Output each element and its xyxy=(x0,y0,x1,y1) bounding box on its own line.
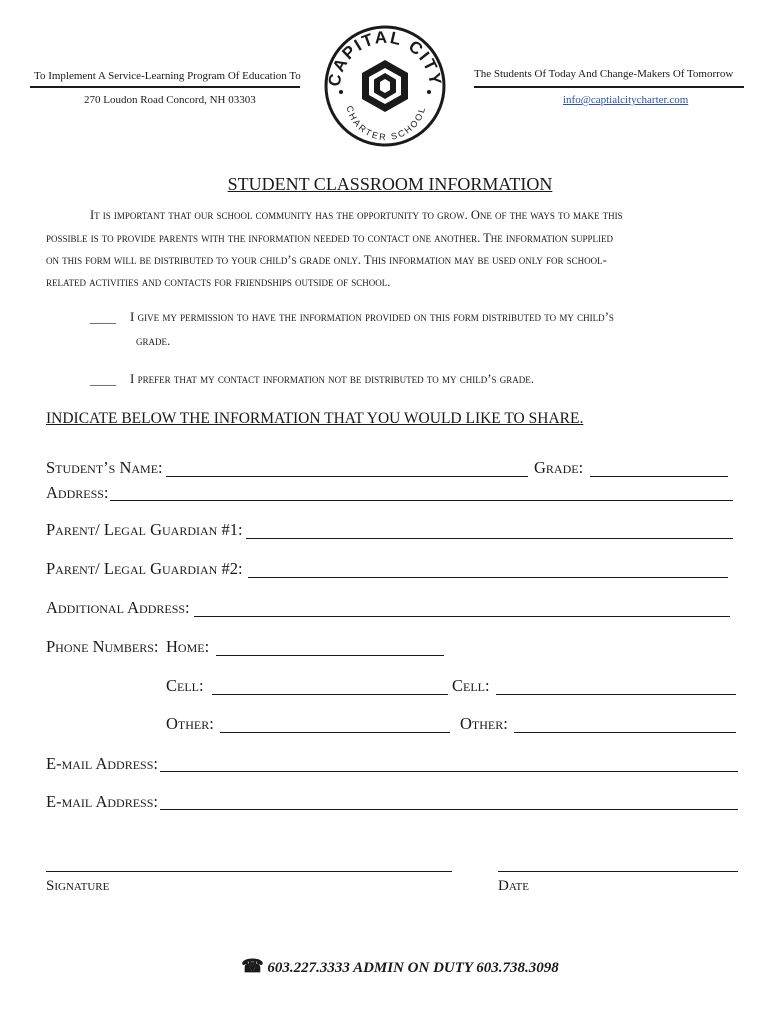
permission-text-2: grade. xyxy=(136,333,171,348)
header-address: 270 Loudon Road Concord, NH 03303 xyxy=(84,94,256,106)
phone-numbers-label: Phone Numbers: xyxy=(46,637,159,656)
guardian1-label: Parent/ Legal Guardian #1: xyxy=(46,520,243,539)
instruction-heading: INDICATE BELOW THE INFORMATION THAT YOU WOULD LIKE TO SHARE. xyxy=(46,410,584,427)
signature-field[interactable] xyxy=(46,871,452,872)
grade-field[interactable] xyxy=(590,476,728,477)
telephone-icon: ☎ xyxy=(241,956,264,976)
date-label: Date xyxy=(498,878,529,894)
page-title: STUDENT CLASSROOM INFORMATION xyxy=(227,174,553,194)
footer-phone-text: 603.227.3333 ADMIN ON DUTY 603.738.3098 xyxy=(267,960,559,976)
address-field[interactable] xyxy=(110,500,733,501)
date-field[interactable] xyxy=(498,871,738,872)
intro-line-3: on this form will be distributed to your child’s grade only. This information may be used only for school- xyxy=(46,253,607,267)
additional-address-label: Additional Address: xyxy=(46,598,190,617)
header-rule-right xyxy=(474,86,744,88)
intro-line-4: related activities and contacts for friendships outside of school. xyxy=(46,275,391,289)
no-permission-blank[interactable]: ____ xyxy=(90,372,116,387)
signature-label: Signature xyxy=(46,878,110,894)
email-field-2[interactable] xyxy=(160,809,738,810)
student-name-field[interactable] xyxy=(166,476,528,477)
header-rule-left xyxy=(30,86,300,88)
other-phone-field-2[interactable] xyxy=(514,732,736,733)
email-field-1[interactable] xyxy=(160,771,738,772)
logo-top-text: CAPITAL CITY xyxy=(324,27,446,88)
footer-phone xyxy=(0,956,770,977)
logo-bottom-text: CHARTER SCHOOL xyxy=(344,104,428,143)
permission-blank[interactable]: ____ xyxy=(90,310,116,325)
intro-line-2: possible is to provide parents with the information needed to contact one another. The information supplied xyxy=(46,231,614,245)
intro-line-1: It is important that our school community has the opportunity to grow. One of the ways to make this xyxy=(90,208,623,222)
cell-phone-label-2: Cell: xyxy=(452,676,490,695)
no-permission-text: I prefer that my contact information not be distributed to my child’s grade. xyxy=(130,371,535,386)
cell-phone-label-1: Cell: xyxy=(166,676,204,695)
other-phone-label-2: Other: xyxy=(460,714,508,733)
other-phone-field-1[interactable] xyxy=(220,732,450,733)
cell-phone-field-1[interactable] xyxy=(212,694,448,695)
address-label: Address: xyxy=(46,483,109,502)
other-phone-label-1: Other: xyxy=(166,714,214,733)
guardian2-field[interactable] xyxy=(248,577,728,578)
guardian1-field[interactable] xyxy=(246,538,733,539)
additional-address-field[interactable] xyxy=(194,616,730,617)
student-name-label: Student’s Name: xyxy=(46,458,163,477)
motto-right: The Students Of Today And Change-Makers Of Tomorrow xyxy=(474,68,734,80)
school-logo xyxy=(324,22,446,150)
email-label-1: E-mail Address: xyxy=(46,754,158,773)
email-label-2: E-mail Address: xyxy=(46,792,158,811)
hexagon-icon xyxy=(362,60,408,112)
grade-label: Grade: xyxy=(534,458,584,477)
motto-left: To Implement A Service-Learning Program Of Education To xyxy=(34,70,301,82)
cell-phone-field-2[interactable] xyxy=(496,694,736,695)
home-phone-label: Home: xyxy=(166,637,210,656)
permission-text-1: I give my permission to have the information provided on this form distributed to my child’s xyxy=(130,309,614,324)
home-phone-field[interactable] xyxy=(216,655,444,656)
guardian2-label: Parent/ Legal Guardian #2: xyxy=(46,559,243,578)
header-email-link[interactable]: info@captialcitycharter.com xyxy=(563,94,689,106)
